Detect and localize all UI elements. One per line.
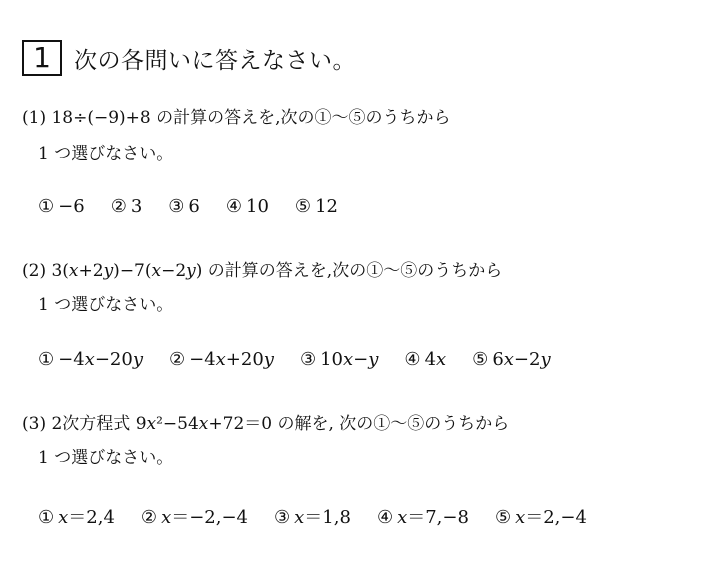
question-3-choice-4[interactable]	[377, 503, 469, 529]
choice-text: 12	[315, 196, 338, 217]
question-1-choice-2[interactable]	[111, 196, 143, 217]
choice-mark: ③	[168, 196, 185, 217]
question-3-choice-5[interactable]	[495, 503, 587, 529]
question-2-choice-3[interactable]	[300, 349, 378, 370]
choice-mark: ⑤	[472, 349, 489, 370]
choice-text: 3	[130, 196, 143, 217]
choice-mark: ①	[38, 349, 55, 370]
question-1-choice-1[interactable]	[38, 196, 85, 217]
question-1-choice-3[interactable]	[168, 196, 200, 217]
choice-text: 10𝑥−𝑦	[320, 349, 379, 370]
choice-mark: ④	[404, 349, 421, 370]
choice-text: 6	[188, 196, 200, 217]
problem-header	[22, 40, 356, 76]
choice-text: 𝑥＝7,−8	[397, 507, 469, 528]
choice-text: 10	[246, 196, 269, 217]
problem-number-box: 1	[22, 40, 62, 76]
question-2-text: (2) 3(𝑥+2𝑦)−7(𝑥−2𝑦) の計算の答えを,次の①〜⑤のうちから	[22, 261, 503, 281]
choice-mark: ②	[140, 507, 158, 528]
question-2-choice-1[interactable]	[38, 349, 143, 370]
question-1-text: (1) 18÷(−9)+8 の計算の答えを,次の①〜⑤のうちから	[22, 108, 451, 128]
question-2-subtext: 1 つ選びなさい。	[38, 295, 174, 315]
choice-mark: ③	[299, 349, 317, 370]
question-3-text: (3) 2次方程式 9𝑥²−54𝑥+72＝0 の解を, 次の①〜⑤のうちから	[22, 414, 510, 434]
question-3-choice-3[interactable]	[274, 503, 351, 529]
choice-text: 𝑥＝1,8	[294, 507, 351, 528]
choice-mark: ④	[376, 507, 394, 528]
choice-mark: ②	[110, 196, 127, 217]
question-3-choices	[38, 503, 587, 529]
choice-mark: ②	[168, 349, 186, 370]
question-3-choice-2[interactable]	[141, 503, 248, 529]
question-1-choices	[38, 196, 338, 217]
choice-mark: ①	[38, 507, 55, 528]
question-1-choice-4[interactable]	[226, 196, 269, 217]
question-2-choice-5[interactable]	[472, 349, 550, 370]
choice-mark: ⑤	[294, 196, 312, 217]
choice-mark: ③	[274, 507, 291, 528]
choice-text: −4𝑥−20𝑦	[58, 349, 143, 370]
question-2-choice-4[interactable]	[404, 349, 446, 370]
question-3-subtext: 1 つ選びなさい。	[38, 448, 174, 468]
choice-text: 6𝑥−2𝑦	[492, 349, 551, 370]
choice-mark: ④	[225, 196, 243, 217]
question-1-choice-5[interactable]	[295, 196, 338, 217]
problem-instruction: 次の各問いに答えなさい。	[74, 47, 356, 74]
choice-mark: ①	[38, 196, 55, 217]
choice-text: −4𝑥+20𝑦	[189, 349, 274, 370]
question-3-choice-1[interactable]	[38, 503, 115, 529]
choice-text: 𝑥＝2,4	[58, 507, 115, 528]
choice-mark: ⑤	[494, 507, 512, 528]
choice-text: 4𝑥	[424, 349, 447, 370]
choice-text: −6	[58, 196, 85, 217]
question-2-choice-2[interactable]	[169, 349, 274, 370]
question-2-choices	[38, 349, 551, 370]
question-1-subtext: 1 つ選びなさい。	[38, 144, 174, 164]
choice-text: 𝑥＝2,−4	[515, 507, 587, 528]
choice-text: 𝑥＝−2,−4	[161, 507, 249, 528]
